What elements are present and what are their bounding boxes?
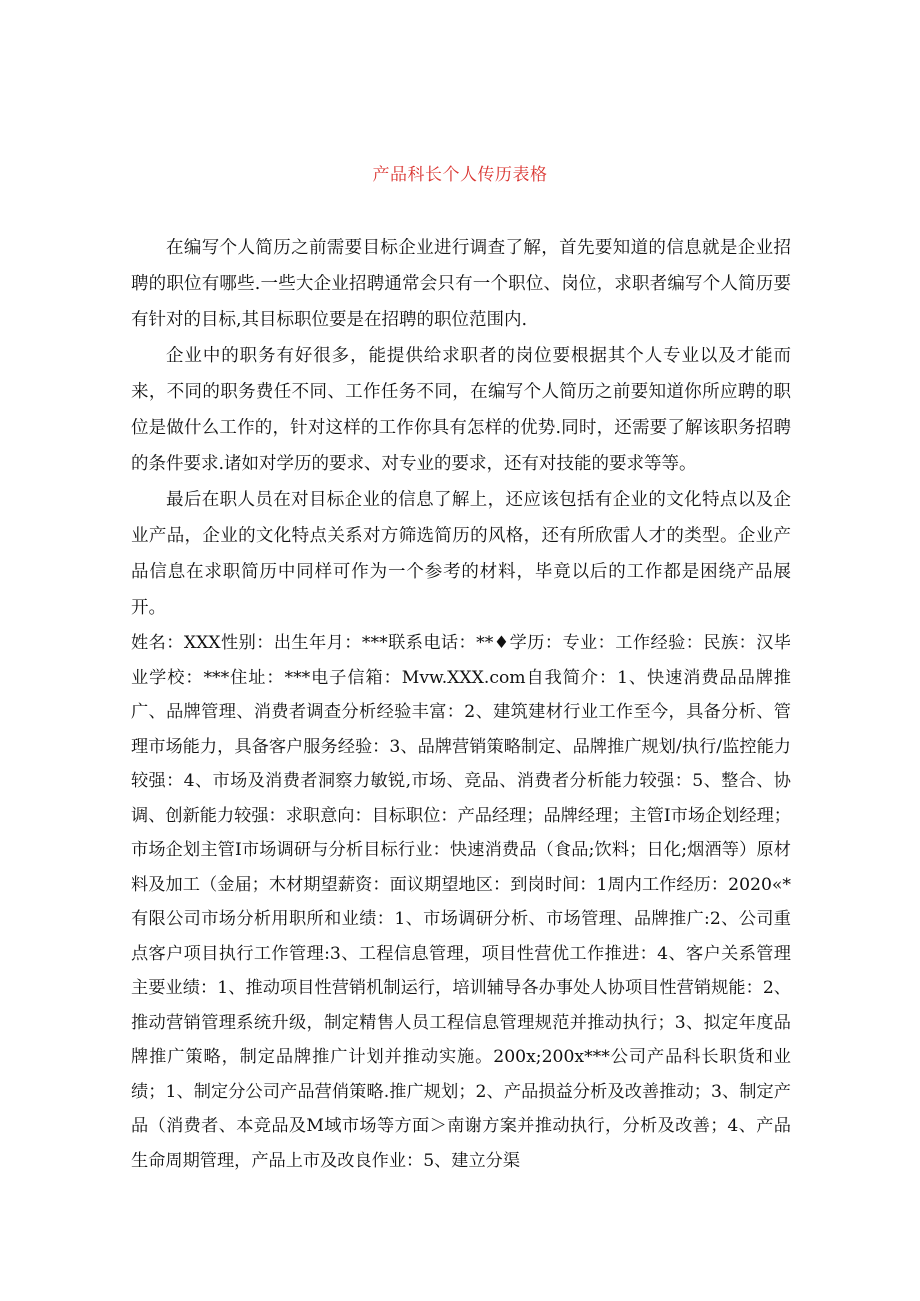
resume-details-block: 姓名：XXX性别：出生年月：***联系电话：**♦学历：专业：工作经验：民族：汉毕业学校：***住址：***电子信箱：Mvw.XXX.com自我简介：1、快速消费品品牌推广、品牌管理、消费者调查分析经验丰富：2、建筑建材行业工作至今，具备分析、管理市场能力，具备客户服务经验：3、品牌营销策略制定、品牌推广规划/执行/监控能力较强：4、市场及消费者洞察力敏锐,市场、竞品、消费者分析能力较强：5、整合、协调、创新能力较强：求职意向：目标职位：产品经理；品牌经理；主管I市场企划经理；市场企划主管I市场调研与分析目标行业：快速消费品（食品;饮料；日化;烟酒等）原材料及加工（金届；木材期望薪资：面议期望地区：到岗时间：1周内工作经历：2020«*有限公司市场分析用职所和业绩：1、市场调研分析、市场管理、品牌推广:2、公司重点客户项目执行工作管理:3、工程信息管理，项目性营优工作推进：4、客户关系管理主要业绩：1、推动项目性营销机制运行，培训辅导各办事处人协项目性营销规能：2、推动营销管理系统升级，制定精售人员工程信息管理规范并推动执行；3、拟定年度品牌推广策略，制定品牌推广计划并推动实施。200x;200x***公司产品科长职货和业绩；1、制定分公司产品营俏策略.推广规划；2、产品损益分析及改善推动；3、制定产品（消费者、本竞品及M域市场等方面＞南谢方案并推动执行，分析及改善；4、产品生命周期管理，产品上市及改良作业：5、建立分渠 bbox=[131, 633, 791, 1171]
document-title: 产品科长个人传历表格 bbox=[372, 165, 548, 185]
document-body bbox=[131, 230, 791, 1178]
intro-paragraph-1: 在编写个人简历之前需要目标企业进行调查了解，首先要知道的信息就是企业招聘的职位有哪些.一些大企业招聘通常会只有一个职位、岗位，求职者编写个人简历要有针对的目标,其目标职位要是在招聘的职位范围内. bbox=[131, 238, 791, 330]
intro-paragraph-3: 最后在职人员在对目标企业的信息了解上，还应该包括有企业的文化特点以及企业产品，企业的文化特点关系对方筛选简历的风格，还有所欣雷人才的类型。企业产品信息在求职简历中同样可作为一个参考的材料，毕竟以后的工作都是困绕产品展开。 bbox=[131, 490, 791, 618]
intro-paragraph-2: 企业中的职务有好很多，能提供给求职者的岗位要根据其个人专业以及才能而来，不同的职务费任不同、工作任务不同，在编写个人简历之前要知道你所应聘的职位是做什么工作的，针对这样的工作你具有怎样的优势.同时，还需要了解该职务招聘的条件要求.诸如对学历的要求、对专业的要求，还有对技能的要求等等。 bbox=[131, 346, 791, 474]
